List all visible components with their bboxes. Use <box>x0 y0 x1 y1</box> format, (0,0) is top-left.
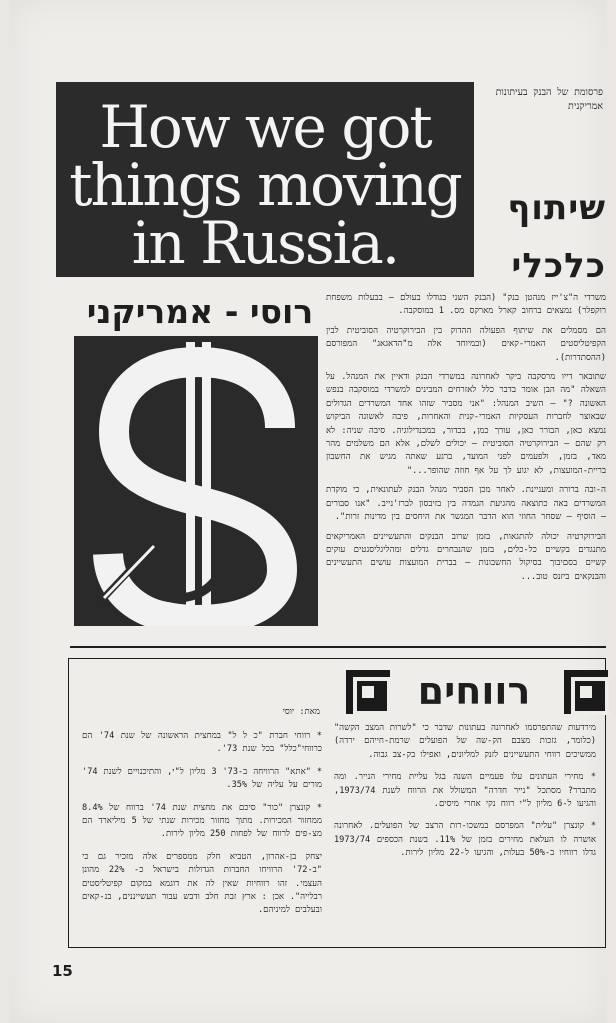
ad-line-2: things moving <box>69 151 461 219</box>
magazine-page <box>10 0 606 1023</box>
profits-item: * רווחי חברת "כ ל ל" במחצית הראשונה של שנת 74' הם כרווחי"כלל" בכל שנת 73'. <box>82 731 322 755</box>
profits-item: * קונצרן "עלית" המפרסם במשכו-רות הרצב של הפועלים. לאחרונה אושרה לו העלאת מחירים בזמן של 11%. בשנת הכספים 1973/74 גדלו רווחיו ב-50% בעלות, והגיעו ל-22 מליון לירות. <box>334 821 596 859</box>
profits-title: רווחים <box>417 669 531 713</box>
profits-item: * מחירי העתונים עלו פעמיים השנה בגל עליית מחירי הנייר. ומה מתברר? מסתכל "נייר חדרה" המשולל את הרווח לשנת 1973/74, והגיעו ל-6 מליון ל"י רווח נקי אחרי מיסים. <box>334 772 596 810</box>
square-ornament-icon <box>346 670 390 714</box>
ad-caption: פרסומת של הבנק בעיתונות אמריקנית <box>495 87 603 112</box>
article-body <box>326 292 606 590</box>
profits-item: * קונצרן "כור" סיכם את מחצית שנת 74' ברווח של 8.4% ממחזור המכירות. מתוך מחזור מכירות שנתי של 5 מיליארד הם מצ-פים לרווח של לפחות 250 מליון לירות. <box>82 802 322 840</box>
byline: מאת: יוסי <box>282 707 320 717</box>
ad-line-3: in Russia. <box>131 209 399 277</box>
headline-subtitle: רוסי - אמריקני <box>86 292 314 331</box>
profits-item: יצחק בן-אהרון, הטביא חלק ממספרים אלה מזכיר גם כי "ב-72' הרוויחו החברות הגדולות בישראל כ- 22% מהונן העצמי. זהו רווחיות שאין לה את דוגמא במקום קפיטליסטים רבלייה". אכן : ארץ זבת חלב ודבש עבור תעשייננים, בנ-קאים ובעלבים למיניהם. <box>82 851 322 916</box>
article-paragraph: הם מסמלים את שיתוף הפעולה ההדוק בין הבירוקרטיה הסוביטית לבין הקפיטליסטים האמרי-קאים (ובמיוחד אלה מ"הדאגאג" המפורסם (ההסתדרות). <box>326 325 606 363</box>
article-paragraph: משרדי ה"צ'ייז מנהטן בנק" (הבנק השני בגודלו בעולם – בבעלות משפחת רוקפלר) נמצאים ברחוב קארל מארקס מס. 1 במוסקבה. <box>326 293 606 317</box>
chase-ad-banner <box>56 82 474 277</box>
profits-item: * "אתא" הרוויחה ב-73' 3 מליון ל"י, והתיכנויים לשנת 74' מורים על עליה של 35%. <box>82 766 322 791</box>
profits-title-bar <box>346 670 608 714</box>
page-number: 15 <box>52 962 73 980</box>
article-paragraph: הבירוקרטיה יכולה להתגאות, בזמן שרוב הבנקים והתעשיינים האמריקאים מתנגדים בקשיים כל-כלים, בזמן שהנבחרים גדלים ומהליגליסנטים עוקים קשיים בסםיבוך בסיקול החשבונות – בברית המועצות עושים התעשיינים והבנקאים ביזנס טוב... <box>326 531 606 582</box>
profits-column-right <box>334 722 596 870</box>
dollar-hammer-sickle-illustration <box>74 336 318 626</box>
article-paragraph: ה-ובה ברורה ומעניינת. לאחר מכן הסביר מנהל הבנק לעתונאית, כי מוקדת המשרדים באה כתוצאה מהגיעת הגמדה בין בזיבסון לברז'נייב. "אנו סבורים – הוסיף – שסחר החוזי הוא הדבר המגשר את היחסים בין מדינות זרות". <box>326 485 606 523</box>
ad-line-1: How we got <box>99 93 431 161</box>
section-divider <box>70 646 606 648</box>
article-paragraph: שתובאר דייו מרסקבה ביקר לאחרונה במשרדי הבנק ודאיין את המנהל. על השאלה "מה הבן אומר בדבר כלל לאזרחים המבינים למשרדי במוסקבה בנפש האשונה ?" – השיב המנהל: "אני מסביר שזהו אחד המשרדים הגדולים שבאוצר לחברות העסקיות האמרי-קנית והאחרות, פיבה לאשונה הביקוש נמצא כאן, הבורר כאן, עורך כמן, בכדור, במכנדילוגיה. סיבה שניה: לא רק שהם – הבירוקרטיה הסוביטית – יכולים לשלם, אלא הם משלמים מהר מאד, בזמן, ולפעמים לפני המועד, ברגע שאתה מגיש את החשבון בריית-המועצות, לא יגוע לך על אף חוזה שהופר..." <box>326 372 606 476</box>
profits-column-left <box>82 730 322 927</box>
headline-line-2: כלכלי <box>511 246 606 286</box>
profits-item: מירדעות שהתפרסמו לאחרונה בעתונות שדבר כי "לשרות המצב הקשה" (כלומר, גזכות מצבם הק-שה של הפועלים שרמת-חייהם ירדה) ממשיכים רווחי התעשיינים לזנק למליונים, ואפילו בק-צב גבוה. <box>334 723 596 760</box>
headline-line-1: שיתוף <box>507 188 606 228</box>
square-ornament-icon <box>564 670 608 714</box>
